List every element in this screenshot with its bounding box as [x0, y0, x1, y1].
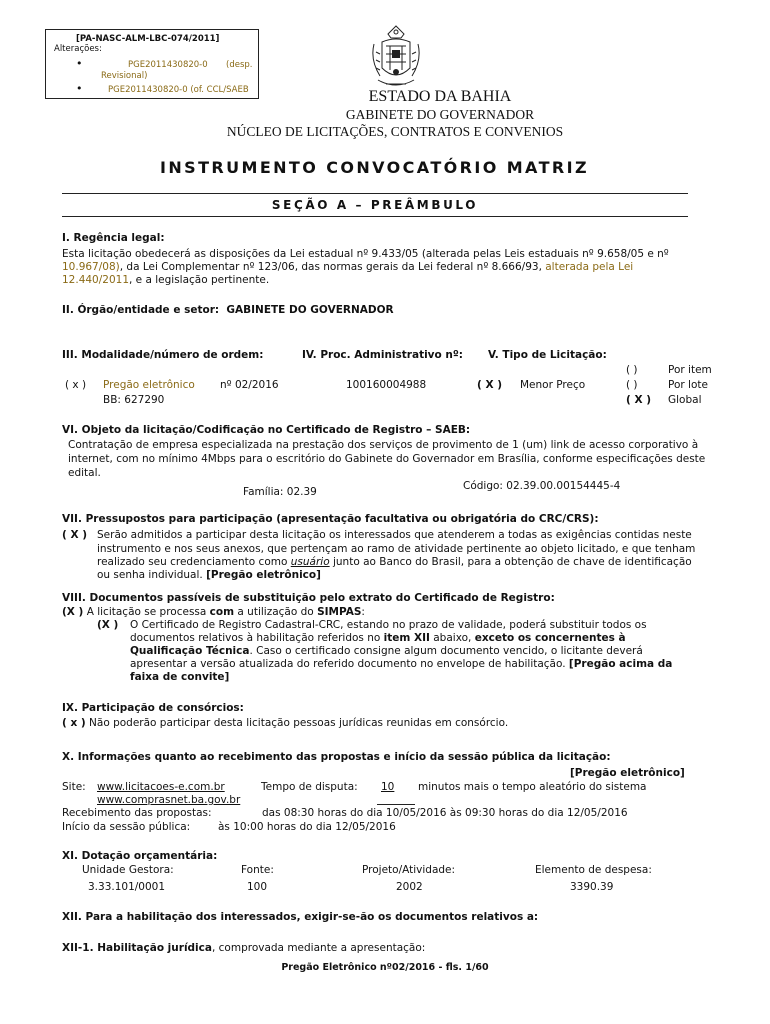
- divider: [62, 193, 688, 194]
- item-xii-ref: item XII: [383, 632, 430, 644]
- section-i-text: , da Lei Complementar nº 123/06, das normas gerais da Lei federal nº 8.666/93,: [119, 261, 542, 273]
- budget-header-project: Projeto/Atividade:: [362, 864, 456, 876]
- section-xii-1-text: , comprovada mediante a apresentação:: [211, 942, 426, 954]
- page-footer: Pregão Eletrônico nº02/2016 - fls. 1/60: [281, 962, 489, 973]
- section-x-tag: [Pregão eletrônico]: [570, 767, 685, 779]
- section-ix-line: [62, 717, 508, 729]
- underline-mark: [377, 804, 415, 805]
- section-vii-line-3: [97, 556, 692, 568]
- dispute-label: Tempo de disputa:: [261, 781, 358, 793]
- receipt-value: das 08:30 horas do dia 10/05/2016 às 09:30 horas do dia 12/05/2016: [262, 807, 628, 819]
- section-viii-text: documentos relativos à habilitação referidos no: [130, 632, 381, 644]
- budget-header-source: Fonte:: [241, 864, 274, 876]
- section-viii-text: A licitação se processa: [86, 606, 207, 618]
- order-number: nº 02/2016: [220, 379, 279, 391]
- simpas-term: SIMPAS: [317, 606, 362, 618]
- session-value: às 10:00 horas do dia 12/05/2016: [218, 821, 396, 833]
- section-viii-emph: com: [209, 606, 235, 618]
- budget-header-element: Elemento de despesa:: [535, 864, 652, 876]
- section-vii-tag: [Pregão eletrônico]: [206, 569, 321, 581]
- consortium-mark[interactable]: ( x ): [62, 717, 86, 729]
- receipt-label: Recebimento das propostas:: [62, 807, 212, 819]
- section-viii-text: apresentar a versão atualizada do referido documento no envelope de habilitação.: [130, 658, 566, 670]
- section-i-line-1: Esta licitação obedecerá as disposições da Lei estadual nº 9.433/05 (alterada pelas Leis estaduais nº 9.658/05 e nº: [62, 248, 669, 260]
- section-iii-title: III. Modalidade/número de ordem:: [62, 349, 264, 361]
- section-vii-line-2: instrumento e nos seus anexos, que pertençam ao ramo de atividade pertinente ao objeto licitado, e que tenham: [97, 543, 696, 555]
- alteration-link-1[interactable]: PGE2011430820-0: [128, 60, 208, 70]
- section-vii-mark[interactable]: ( X ): [62, 529, 88, 541]
- organ-value: GABINETE DO GOVERNADOR: [226, 304, 394, 316]
- bullet-icon: •: [76, 57, 83, 70]
- user-term: usuário: [290, 556, 330, 568]
- site-link-1[interactable]: www.licitacoes-e.com.br: [97, 781, 225, 793]
- option-lote-label: Por lote: [668, 379, 708, 391]
- option-item-label: Por item: [668, 364, 712, 376]
- option-item-mark[interactable]: ( ): [626, 364, 638, 376]
- budget-project-value: 2002: [396, 881, 423, 893]
- section-xi-title: XI. Dotação orçamentária:: [62, 850, 218, 862]
- section-i-line-3: [62, 274, 269, 286]
- section-xii-1: [62, 942, 425, 954]
- section-ii: [62, 304, 394, 316]
- object-line-1: Contratação de empresa especializada na prestação dos serviços de provimento de 1 (um) link de acesso corporativo à: [68, 439, 699, 451]
- state-name: ESTADO DA BAHIA: [368, 88, 512, 105]
- section-viii-row: [130, 632, 686, 645]
- object-line-3: edital.: [68, 467, 101, 479]
- section-viii-title: VIII. Documentos passíveis de substituição pelo extrato do Certificado de Registro:: [62, 592, 555, 604]
- law-amend-link[interactable]: alterada pela Lei: [545, 261, 634, 273]
- section-viii-line-1: [62, 606, 365, 618]
- process-number: 100160004988: [346, 379, 427, 391]
- crc-mark[interactable]: (X ): [97, 619, 119, 631]
- dispute-rest: minutos mais o tempo aleatório do sistema: [418, 781, 647, 793]
- divider: [62, 216, 688, 217]
- price-type-mark[interactable]: ( X ): [477, 379, 503, 391]
- section-viii-tag: [Pregão acima da: [568, 658, 673, 670]
- object-family: Família: 02.39: [243, 486, 317, 498]
- alteration-link-2[interactable]: PGE2011430820-0 (of. CCL/SAEB: [108, 85, 249, 95]
- dispute-value: 10: [381, 781, 395, 793]
- law-link-2[interactable]: 12.440/2011: [62, 274, 129, 286]
- budget-source-value: 100: [247, 881, 268, 893]
- alteration-note-1b: Revisional): [101, 71, 148, 81]
- session-label: Início da sessão pública:: [62, 821, 191, 833]
- section-vii-line-4: [97, 569, 321, 581]
- section-iv-title: IV. Proc. Administrativo nº:: [302, 349, 463, 361]
- option-global-label: Global: [668, 394, 702, 406]
- section-vii-text: ou senha individual.: [97, 569, 203, 581]
- option-lote-mark[interactable]: ( ): [626, 379, 638, 391]
- section-viii-para: [130, 619, 686, 684]
- process-code: [PA-NASC-ALM-LBC-074/2011]: [76, 34, 220, 44]
- budget-header-unit: Unidade Gestora:: [82, 864, 174, 876]
- cabinet-name: GABINETE DO GOVERNADOR: [345, 107, 535, 122]
- bb-number: BB: 627290: [103, 394, 165, 406]
- option-global-mark[interactable]: ( X ): [626, 394, 652, 406]
- alteration-note-1: (desp.: [226, 60, 253, 70]
- section-xii-title: XII. Para a habilitação dos interessados, exigir-se-ão os documentos relativos a:: [62, 911, 539, 923]
- site-label: Site:: [62, 781, 86, 793]
- section-xii-1-title: XII-1. Habilitação jurídica: [62, 942, 212, 954]
- bahia-coat-of-arms-icon: [368, 24, 424, 94]
- section-viii-emph: Qualificação Técnica: [130, 645, 250, 657]
- section-vii-line-1: Serão admitidos a participar desta licitação os interessados que atenderem a todas as exigências contidas neste: [97, 529, 692, 541]
- modality-mark[interactable]: ( x ): [65, 379, 87, 391]
- section-viii-text: . Caso o certificado consigne algum documento vencido, o licitante deverá: [249, 645, 643, 657]
- section-ix-title: IX. Participação de consórcios:: [62, 702, 244, 714]
- section-title: SEÇÃO A – PREÂMBULO: [271, 198, 479, 212]
- section-ix-text: Não poderão participar desta licitação pessoas jurídicas reunidas em consórcio.: [89, 717, 509, 729]
- price-type-label: Menor Preço: [520, 379, 586, 391]
- document-title: INSTRUMENTO CONVOCATÓRIO MATRIZ: [160, 158, 589, 177]
- law-link[interactable]: 10.967/08): [62, 261, 120, 273]
- section-v-title: V. Tipo de Licitação:: [488, 349, 607, 361]
- section-viii-text: a utilização do: [237, 606, 314, 618]
- section-viii-row: [130, 645, 686, 658]
- section-i-title: I. Regência legal:: [62, 232, 165, 244]
- budget-unit-value: 3.33.101/0001: [88, 881, 166, 893]
- section-viii-emph: exceto os concernentes à: [474, 632, 626, 644]
- nucleus-name: NÚCLEO DE LICITAÇÕES, CONTRATOS E CONVENIOS: [226, 124, 564, 139]
- alterations-label: Alterações:: [54, 44, 102, 54]
- section-ii-title: II. Órgão/entidade e setor:: [62, 304, 220, 316]
- object-code: Código: 02.39.00.00154445-4: [463, 480, 621, 492]
- budget-element-value: 3390.39: [570, 881, 614, 893]
- section-viii-text: abaixo,: [433, 632, 472, 644]
- section-viii-row: [130, 658, 686, 671]
- section-i-line-2: [62, 261, 633, 273]
- object-line-2: internet, com no mínimo 4Mbps para o escritório do Gabinete do Governador em Brasília, conforme especificações deste: [68, 453, 706, 465]
- section-viii-text: :: [361, 606, 365, 618]
- section-vii-text: realizado seu credenciamento como: [97, 556, 288, 568]
- modality-value: Pregão eletrônico: [103, 379, 195, 391]
- section-viii-text: O Certificado de Registro Cadastral-CRC, estando no prazo de validade, poderá substituir todos os: [130, 619, 647, 631]
- site-link-2[interactable]: www.comprasnet.ba.gov.br: [97, 794, 241, 806]
- bullet-icon: •: [76, 82, 83, 95]
- section-vi-title: VI. Objeto da licitação/Codificação no Certificado de Registro – SAEB:: [62, 424, 471, 436]
- section-vii-title: VII. Pressupostos para participação (apresentação facultativa ou obrigatória do CRC/CRS):: [62, 513, 599, 525]
- section-vii-text: junto ao Banco do Brasil, para a obtenção de chave de identificação: [332, 556, 692, 568]
- section-viii-tag: faixa de convite]: [130, 671, 230, 683]
- section-i-text: , e a legislação pertinente.: [129, 274, 270, 286]
- section-x-title: X. Informações quanto ao recebimento das propostas e início da sessão pública da licitação:: [62, 751, 611, 763]
- simpas-mark[interactable]: (X ): [62, 606, 84, 618]
